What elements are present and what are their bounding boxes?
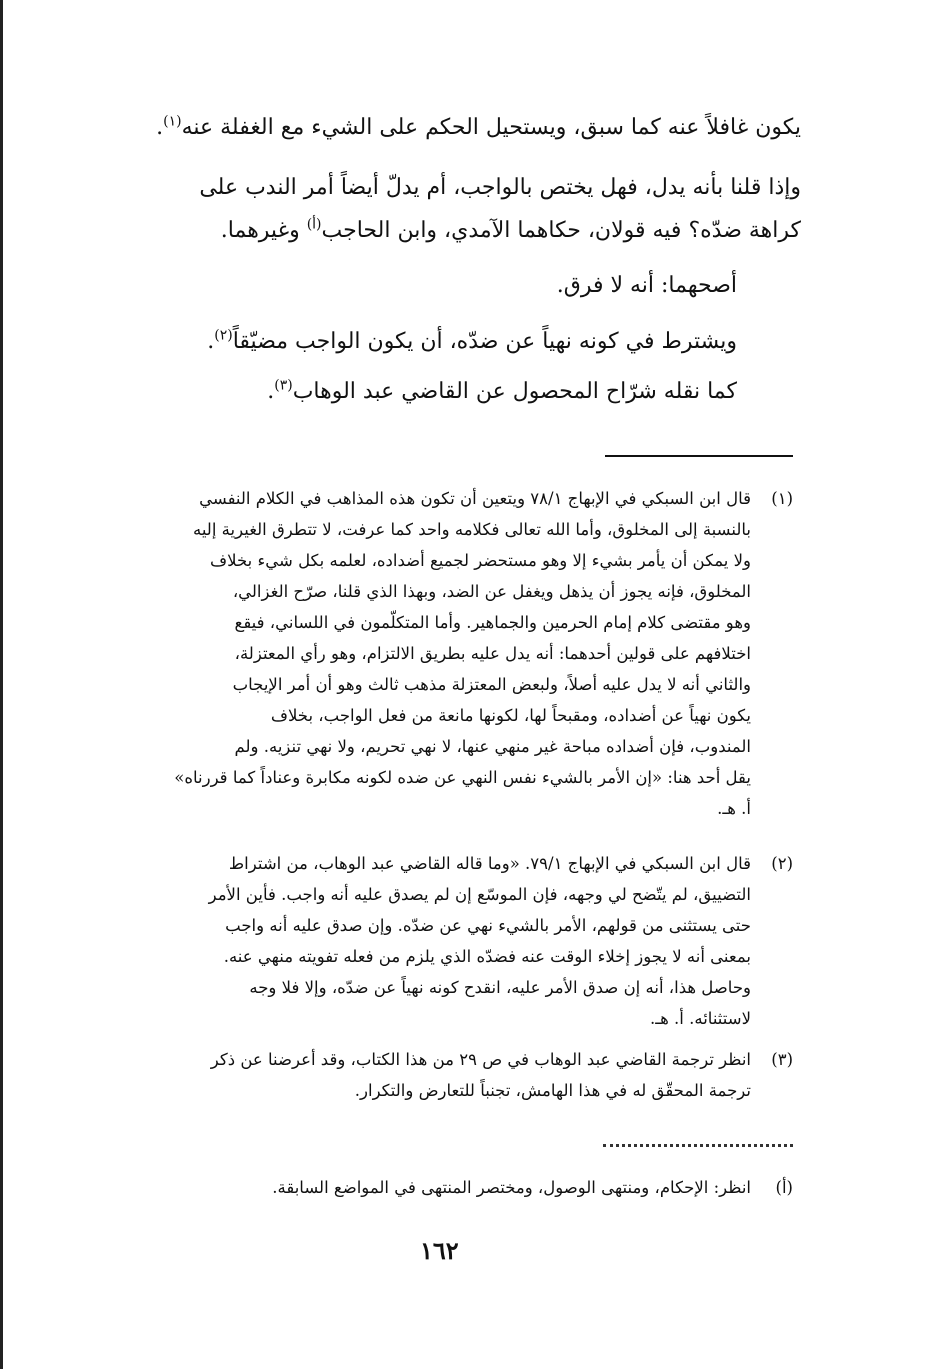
footnote-line: يكون نهياً عن أضداده، ومقبحاً لها، لكونها مانعة من فعل الواجب، بخلاف — [270, 706, 751, 725]
footnote-ref-2[interactable]: (٢) — [214, 327, 233, 344]
footnote-line: قال ابن السبكي في الإبهاج ٧٨/١ ويتعين أن تكون هذه المذاهب في الكلام النفسي — [199, 489, 751, 508]
footnote-line: ولا يمكن أن يأمر بشيء إلا وهو مستحضر لجميع أضداده، لعلمه بكل شيء بخلاف — [210, 551, 751, 570]
footnote-line: انظر ترجمة القاضي عبد الوهاب في ص ٢٩ من هذا الكتاب، وقد أعرضنا عن ذكر — [210, 1050, 751, 1069]
footnote-1 — [153, 483, 793, 824]
footnote-line: المخلوق، فإنه يجوز أن يذهل ويغفل عن الضد، وبهذا الذي قلنا، صرّح الغزالي، — [232, 582, 751, 601]
footnote-line: والثاني أنه لا يدل عليه أصلاً، ولبعض المعتزلة مذهب ثالث وهو أن أمر الإيجاب — [232, 675, 751, 694]
footnote-line: يقل أحد هنا: «إن الأمر بالشيء نفس النهي عن ضده لكونه مكابرة وعناداً كما قررناه» — [174, 768, 751, 787]
footnote-a — [153, 1172, 793, 1203]
main-line-5: ويشترط في كونه نهياً عن ضدّه، أن يكون الواجب مضيّقاً$^{(٢)}$. — [207, 327, 737, 354]
footnote-ref-1[interactable]: (١) — [163, 113, 182, 130]
footnote-line: لاستثنائه. أ. هـ. — [650, 1009, 751, 1028]
footnote-line: أ. هـ. — [717, 799, 751, 818]
footnote-line: التضييق، لم يتّضح لي وجهه، فإن الموسّع إن لم يصدق عليه أنه واجب. فأين الأمر — [208, 885, 751, 904]
footnote-2 — [153, 848, 793, 1034]
footnote-divider — [605, 455, 793, 457]
footnote-line: اختلافهم على قولين أحدهما: أنه يدل عليه بطريق الالتزام، وهو رأي المعتزلة، — [234, 644, 751, 663]
footnote-number: (أ) — [775, 1178, 793, 1197]
main-line-1: يكون غافلاً عنه كما سبق، ويستحيل الحكم على الشيء مع الغفلة عنه$^{(١)}$. — [156, 113, 801, 140]
footnote-line: انظر: الإحكام، ومنتهى الوصول، ومختصر المنتهى في المواضع السابقة. — [272, 1178, 751, 1197]
footnote-line: المندوب، فإن أضداده مباحة غير منهي عنها، لا نهي تحريم، ولا نهي تنزيه. ولم — [234, 737, 751, 756]
main-line-4: أصحهما: أنه لا فرق. — [556, 273, 737, 298]
footnote-line: بالنسبة إلى المخلوق، وأما الله تعالى فكلامه واحد كما عرفت، لا تتطرق الغيرية إليه — [192, 520, 751, 539]
footnote-dotted-divider — [603, 1144, 793, 1147]
footnote-line: ترجمة المحقّق له في هذا الهامش، تجنباً للتعارض والتكرار. — [354, 1081, 751, 1100]
footnote-line: وهو مقتضى كلام إمام الحرمين والجماهير. وأما المتكلّمون في اللساني، فيقع — [234, 613, 751, 632]
footnote-3 — [153, 1044, 793, 1106]
footnote-number: (٢) — [771, 854, 793, 873]
main-line-6: كما نقله شرّاح المحصول عن القاضي عبد الوهاب$^{(٣)}$. — [267, 377, 737, 404]
footnote-ref-a[interactable]: (أ) — [306, 216, 322, 233]
footnote-line: حتى يستثنى من قولهم، الأمر بالشيء نهي عن ضدّه. وإن صدق عليه أنه واجب — [225, 916, 751, 935]
main-line-2: وإذا قلنا بأنه يدل، فهل يختص بالواجب، أم يدلّ أيضاً أمر الندب على — [199, 175, 801, 200]
page-number: ١٦٢ — [420, 1236, 459, 1265]
footnote-number: (٣) — [771, 1050, 793, 1069]
footnote-line: قال ابن السبكي في الإبهاج ٧٩/١. «وما قاله القاضي عبد الوهاب، من اشتراط — [228, 854, 751, 873]
footnote-line: بمعنى أنه لا يجوز إخلاء الوقت عنه فضدّه الذي يلزم من فعله تفويته منهي عنه. — [223, 947, 751, 966]
main-line-3: كراهة ضدّه؟ فيه قولان، حكاهما الآمدي، وابن الحاجب$^{(أ)}$ وغيرهما. — [220, 216, 801, 243]
footnote-ref-3[interactable]: (٣) — [274, 377, 293, 394]
footnote-number: (١) — [771, 489, 793, 508]
page-edge — [0, 0, 3, 1369]
footnote-line: وحاصل هذا، أنه إن صدق الأمر عليه، انقدح كونه نهياً عن ضدّه، وإلا فلا وجه — [249, 978, 751, 997]
